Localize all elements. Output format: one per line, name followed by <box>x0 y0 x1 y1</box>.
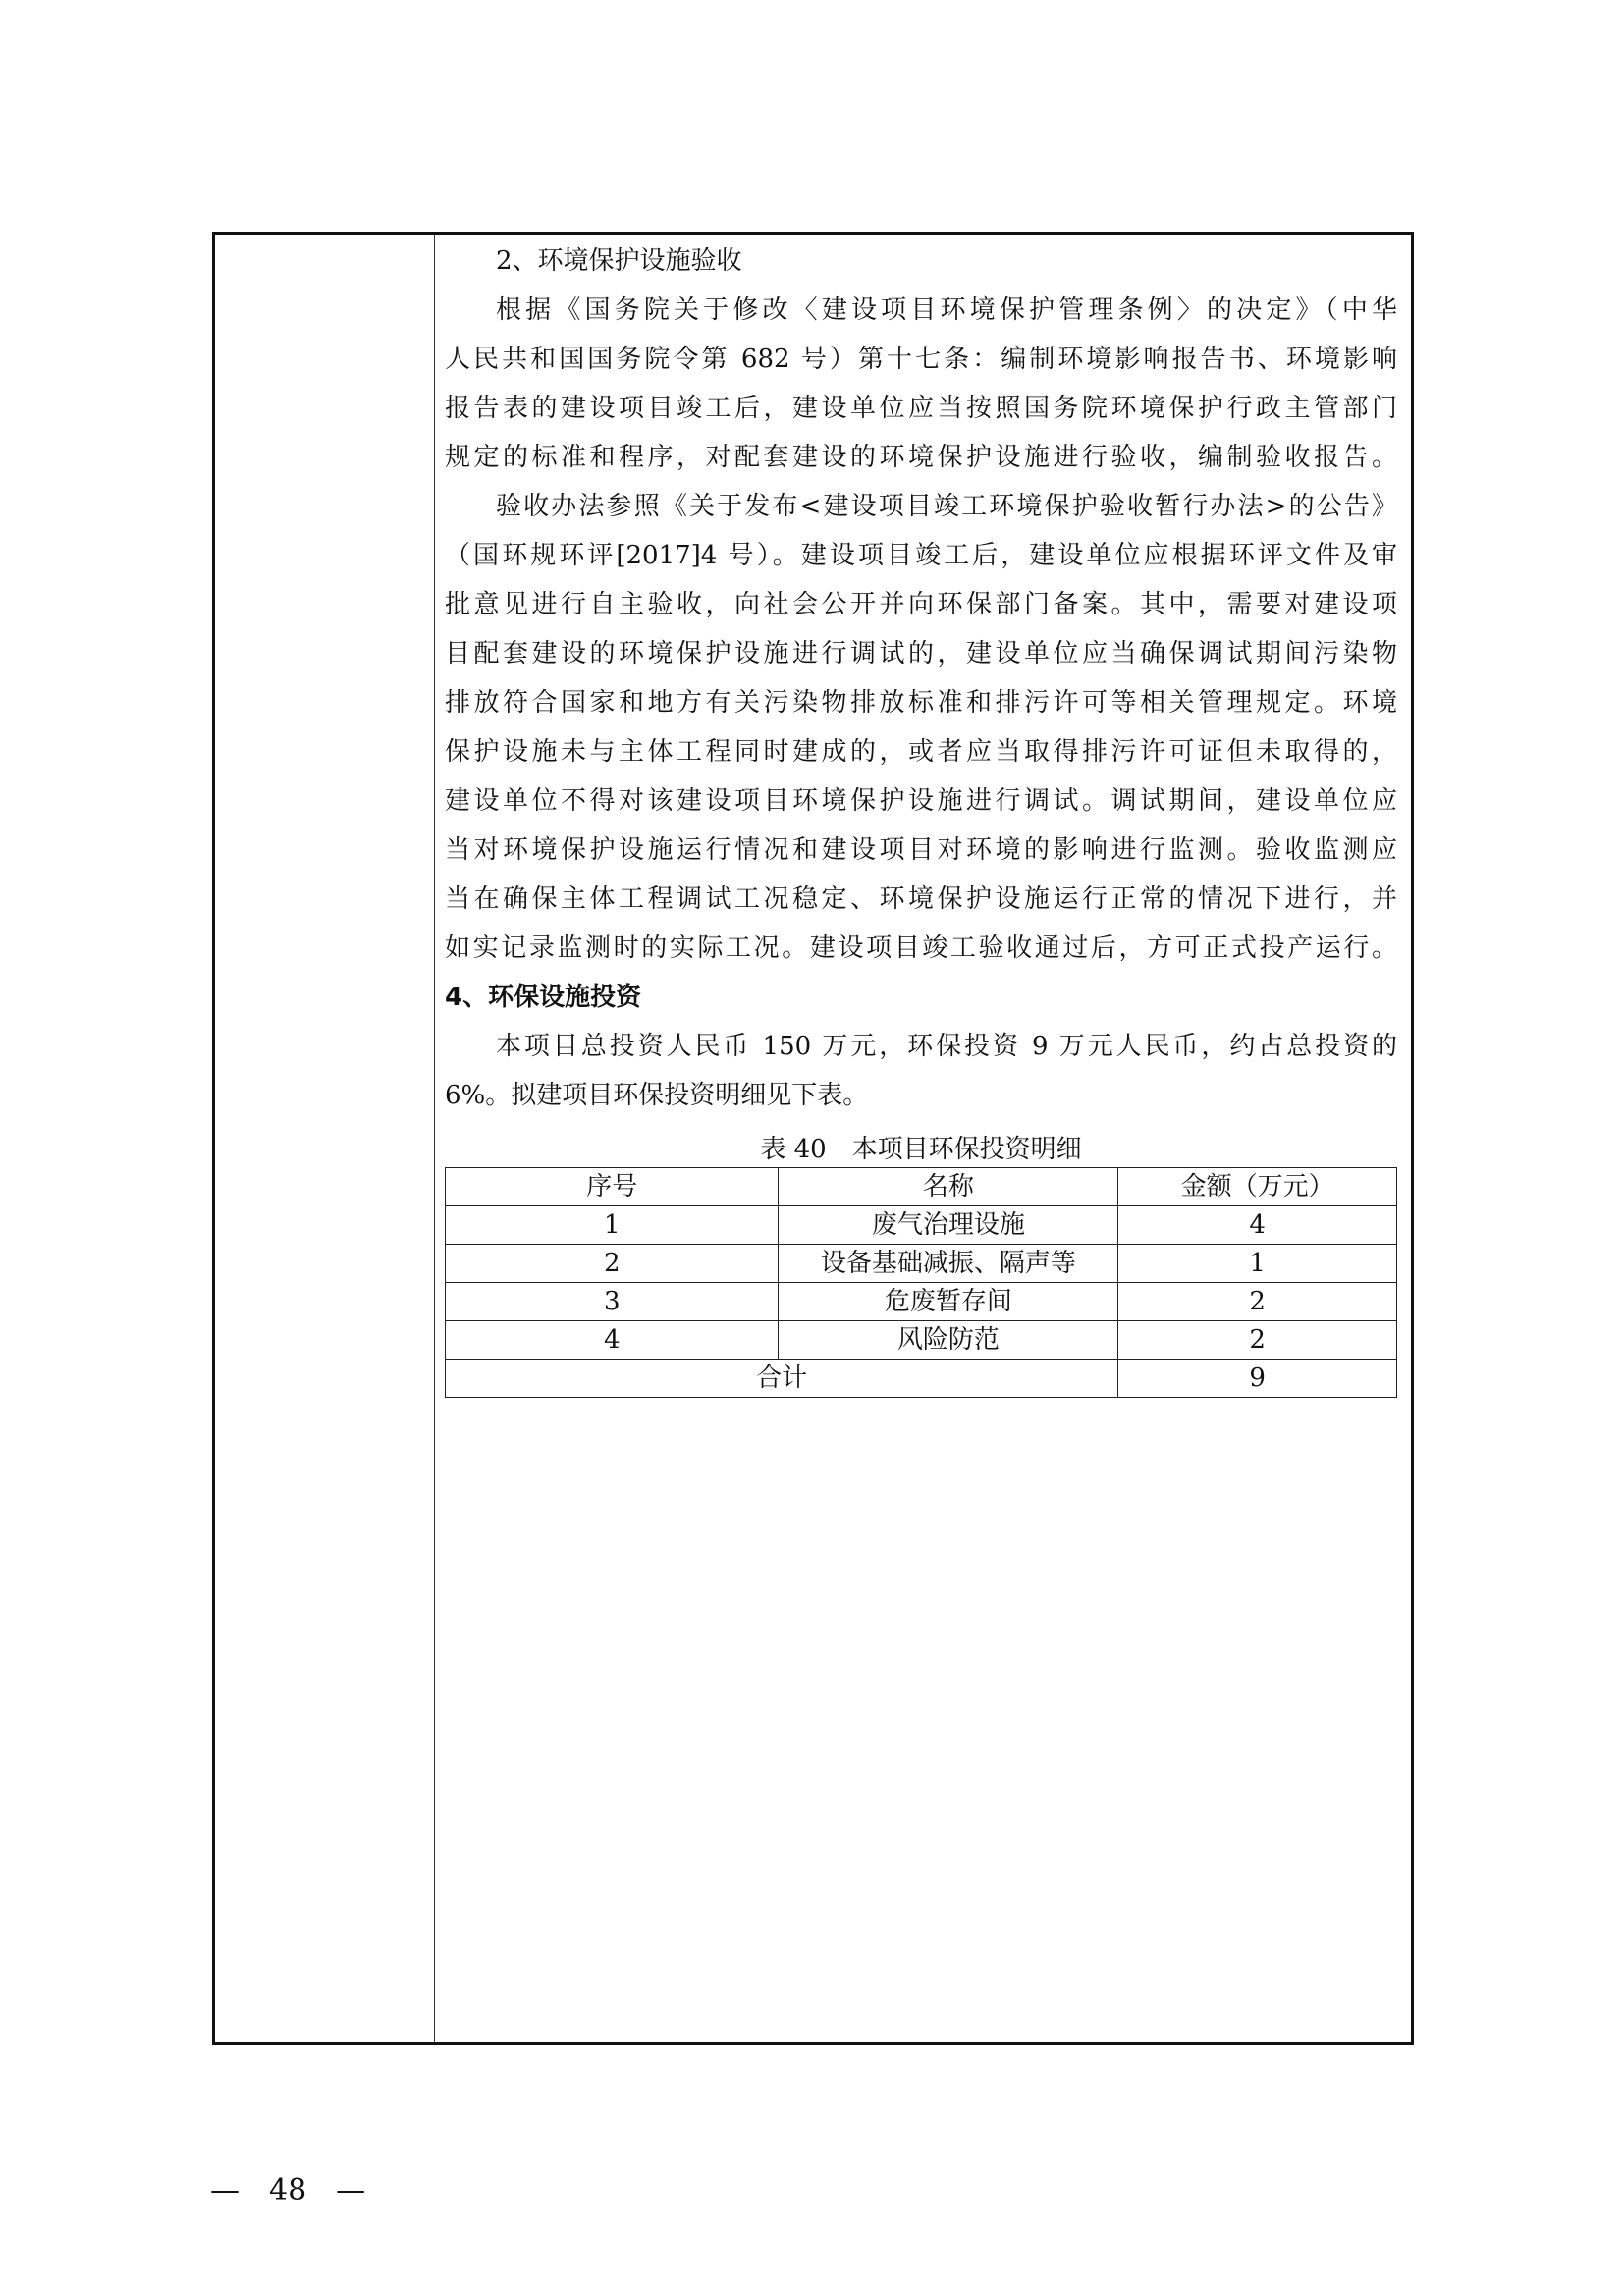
content-frame <box>212 232 1414 2045</box>
header-cell: 序号 <box>446 1168 779 1206</box>
text-line: 本项目总投资人民币 150 万元，环保投资 9 万元人民币，约占总投资的 <box>496 1032 1397 1061</box>
text-line: 批意见进行自主验收，向社会公开并向环保部门备案。其中，需要对建设项 <box>445 590 1397 619</box>
text-line: 排放符合国家和地方有关污染物排放标准和排污许可等相关管理规定。环境 <box>445 688 1397 718</box>
text-line: 当在确保主体工程调试工况稳定、环境保护设施运行正常的情况下进行，并 <box>445 884 1397 914</box>
total-value: 9 <box>1118 1360 1397 1398</box>
text-line: 人民共和国国务院令第 682 号）第十七条：编制环境影响报告书、环境影响 <box>445 345 1397 374</box>
section2-paragraph-1 <box>445 286 1397 482</box>
table-caption: 表 40 本项目环保投资明细 <box>760 1135 1082 1164</box>
text-line: 根据《国务院关于修改〈建设项目环境保护管理条例〉的决定》（中华 <box>496 295 1397 325</box>
text-line: 如实记录监测时的实际工况。建设项目竣工验收通过后，方可正式投产运行。 <box>445 934 1397 963</box>
text-line: 目配套建设的环境保护设施进行调试的，建设单位应当确保调试期间污染物 <box>445 639 1397 668</box>
table-cell: 3 <box>446 1283 779 1321</box>
text-line: 规定的标准和程序，对配套建设的环境保护设施进行验收，编制验收报告。 <box>445 443 1397 472</box>
table-cell: 2 <box>1118 1283 1397 1321</box>
text-line: 验收办法参照《关于发布<建设项目竣工环境保护验收暂行办法>的公告》 <box>496 492 1397 521</box>
header-cell: 名称 <box>779 1168 1118 1206</box>
total-label: 合计 <box>446 1360 1118 1398</box>
text-line: 保护设施未与主体工程同时建成的，或者应当取得排污许可证但未取得的， <box>445 737 1397 767</box>
text-line: 报告表的建设项目竣工后，建设单位应当按照国务院环境保护行政主管部门 <box>445 394 1397 423</box>
table-cell: 4 <box>1118 1206 1397 1245</box>
text-line: 当对环境保护设施运行情况和建设项目对环境的影响进行监测。验收监测应 <box>445 835 1397 865</box>
main-content <box>445 235 1397 1398</box>
text-line: 6%。拟建项目环保投资明细见下表。 <box>445 1081 869 1110</box>
table-cell: 4 <box>446 1321 779 1360</box>
table-cell: 设备基础减振、隔声等 <box>779 1245 1118 1283</box>
table-row <box>446 1206 1397 1245</box>
table-cell: 2 <box>446 1245 779 1283</box>
header-cell: 金额（万元） <box>1118 1168 1397 1206</box>
investment-table <box>445 1167 1397 1398</box>
table-cell: 1 <box>446 1206 779 1245</box>
section2-paragraph-2 <box>445 482 1397 973</box>
table-row <box>446 1245 1397 1283</box>
section4-paragraph <box>445 1022 1397 1120</box>
table-total-row <box>446 1360 1397 1398</box>
page-number: — 48 — <box>210 2173 366 2208</box>
section2-heading: 2、环境保护设施验收 <box>496 246 742 276</box>
table-row <box>446 1321 1397 1360</box>
table-header-row <box>446 1168 1397 1206</box>
table-cell: 1 <box>1118 1245 1397 1283</box>
table-cell: 废气治理设施 <box>779 1206 1118 1245</box>
left-column <box>215 235 435 2042</box>
section4-heading: 4、环保设施投资 <box>445 983 642 1012</box>
table-row <box>446 1283 1397 1321</box>
table-cell: 风险防范 <box>779 1321 1118 1360</box>
text-line: 建设单位不得对该建设项目环境保护设施进行调试。调试期间，建设单位应 <box>445 786 1397 816</box>
table-cell: 2 <box>1118 1321 1397 1360</box>
text-line: （国环规环评[2017]4 号）。建设项目竣工后，建设单位应根据环评文件及审 <box>445 541 1397 570</box>
table-cell: 危废暂存间 <box>779 1283 1118 1321</box>
